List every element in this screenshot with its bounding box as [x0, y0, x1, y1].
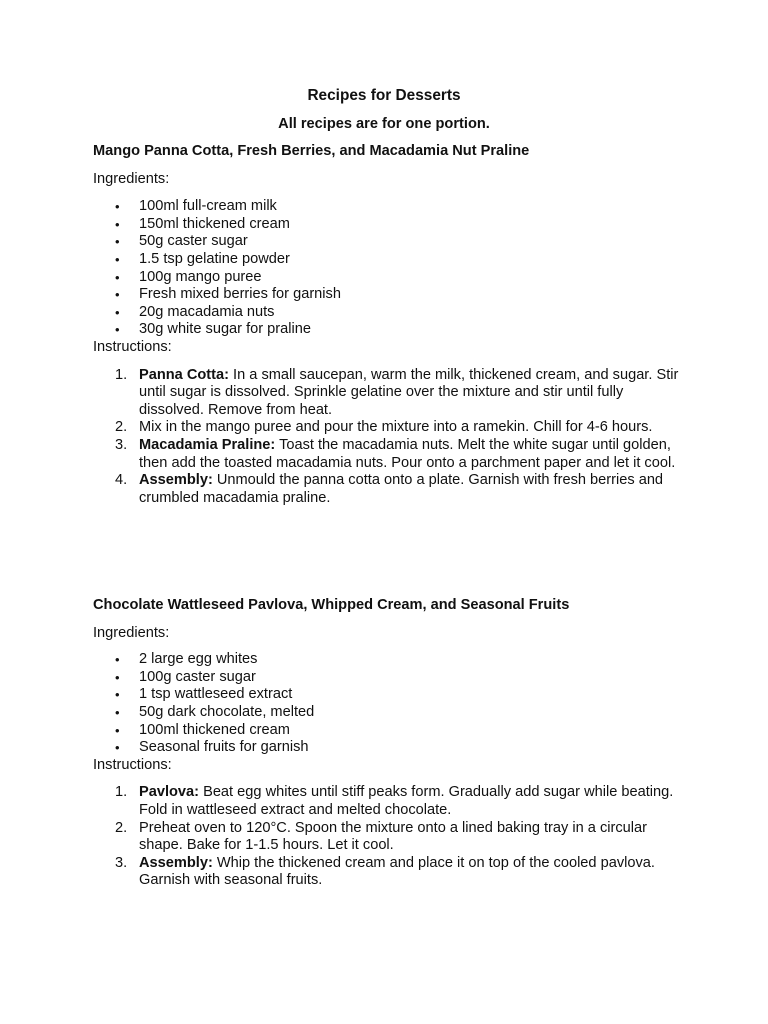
list-item: • 50g caster sugar: [93, 233, 683, 251]
list-item: • 100ml thickened cream: [93, 722, 683, 740]
recipe-2: [93, 597, 683, 890]
instruction-step: [93, 367, 683, 420]
recipe-title: Chocolate Wattleseed Pavlova, Whipped Cream, and Seasonal Fruits: [93, 597, 570, 613]
instructions-label: Instructions:: [93, 338, 172, 355]
ingredients-label: Ingredients:: [93, 170, 170, 187]
list-item: • 100g mango puree: [93, 269, 683, 287]
instructions-label: Instructions:: [93, 756, 172, 773]
list-item: • 100g caster sugar: [93, 669, 683, 687]
step-number: 1.: [115, 784, 128, 801]
instruction-step: [93, 784, 683, 819]
list-item: • 1 tsp wattleseed extract: [93, 686, 683, 704]
step-number: 4.: [115, 472, 128, 489]
list-item: • Seasonal fruits for garnish: [93, 739, 683, 757]
step-number: 2.: [115, 819, 128, 836]
step-number: 1.: [115, 366, 128, 383]
step-text: Mix in the mango puree and pour the mixture into a ramekin. Chill for 4-6 hours.: [139, 419, 653, 436]
step-heading: Macadamia Praline:: [139, 436, 276, 453]
list-item: • 150ml thickened cream: [93, 216, 683, 234]
list-item: • 1.5 tsp gelatine powder: [93, 251, 683, 269]
list-item: • 100ml full-cream milk: [93, 198, 683, 216]
ingredients-list: [93, 198, 683, 339]
recipe-title: Mango Panna Cotta, Fresh Berries, and Macadamia Nut Praline: [93, 143, 530, 159]
ingredients-label: Ingredients:: [93, 624, 170, 641]
step-number: 2.: [115, 419, 128, 436]
step-text: Unmould the panna cotta onto a plate. Garnish with fresh berries and crumbled macadamia praline.: [139, 472, 664, 506]
list-item: • 2 large egg whites: [93, 651, 683, 669]
step-text: In a small saucepan, warm the milk, thickened cream, and sugar. Stir until sugar is dissolved. Sprinkle gelatine over the mixture and stir until fully dissolved. Remove from heat.: [139, 366, 679, 418]
instruction-step: [93, 855, 683, 890]
instruction-step: [93, 472, 683, 507]
instructions-list: [93, 367, 683, 508]
instruction-step: [93, 419, 683, 437]
step-text: Beat egg whites until stiff peaks form. Gradually add sugar while beating. Fold in wattleseed extract and melted chocolate.: [139, 784, 674, 818]
instruction-step: [93, 437, 683, 472]
ingredients-list: [93, 651, 683, 757]
recipe-1: [93, 143, 683, 507]
list-item: • Fresh mixed berries for garnish: [93, 286, 683, 304]
step-number: 3.: [115, 436, 128, 453]
instructions-list: [93, 784, 683, 890]
step-text: Preheat oven to 120°C. Spoon the mixture onto a lined baking tray in a circular shape. Bake for 1-1.5 hours. Let it cool.: [139, 819, 647, 854]
step-heading: Pavlova:: [139, 784, 200, 801]
step-number: 3.: [115, 854, 128, 871]
instruction-step: [93, 820, 683, 855]
list-item: • 50g dark chocolate, melted: [93, 704, 683, 722]
step-heading: Assembly:: [139, 472, 213, 489]
list-item: • 20g macadamia nuts: [93, 304, 683, 322]
step-heading: Assembly:: [139, 854, 213, 871]
list-item: • 30g white sugar for praline: [93, 321, 683, 339]
page-title: Recipes for Desserts: [307, 87, 461, 104]
portion-note: All recipes are for one portion.: [278, 116, 490, 132]
step-text: Toast the macadamia nuts. Melt the white sugar until golden, then add the toasted macadamia nuts. Pour onto a parchment paper and let it cool.: [139, 436, 676, 471]
step-text: Whip the thickened cream and place it on top of the cooled pavlova. Garnish with seasonal fruits.: [139, 854, 655, 889]
step-heading: Panna Cotta:: [139, 366, 229, 383]
